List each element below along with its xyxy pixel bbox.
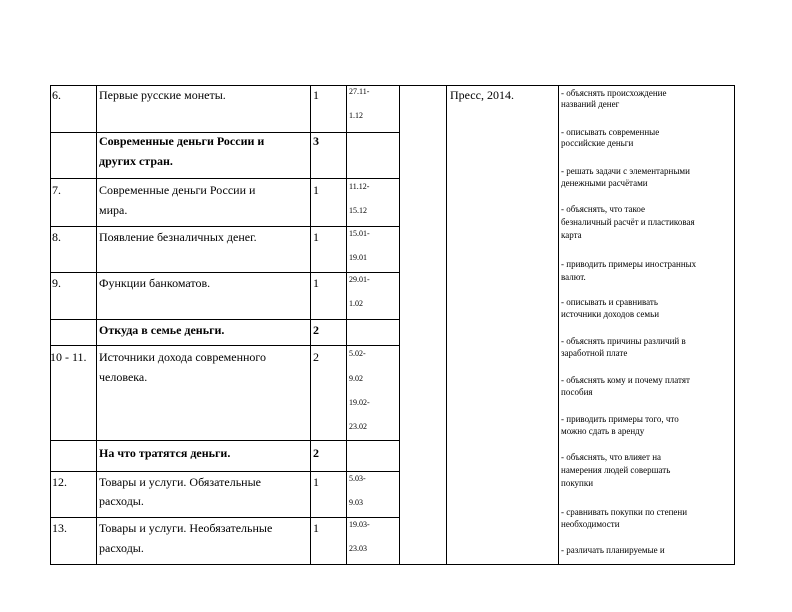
section-hours: 2 xyxy=(313,323,319,337)
row-date: 1.12 xyxy=(349,111,363,120)
row-separator xyxy=(50,440,400,441)
result-item: российские деньги xyxy=(561,138,634,148)
result-item: - объяснять причины различий в xyxy=(561,336,686,346)
row-number: 12. xyxy=(52,475,67,489)
row-number: 10 - 11. xyxy=(50,350,87,364)
col-border-left xyxy=(50,85,51,565)
row-topic: Товары и услуги. Необязательные xyxy=(99,521,273,535)
row-separator xyxy=(50,471,400,472)
result-item: денежными расчётами xyxy=(561,178,648,188)
section-topic: Откуда в семье деньги. xyxy=(99,323,225,337)
result-item: покупки xyxy=(561,478,594,488)
col-border-source xyxy=(558,85,559,565)
section-hours: 3 xyxy=(313,134,319,148)
row-topic: расходы. xyxy=(99,541,144,555)
col-border-hours xyxy=(346,85,347,565)
row-separator xyxy=(50,319,400,320)
result-item: - различать планируемые и xyxy=(561,545,665,555)
row-date: 23.03 xyxy=(349,544,367,553)
row-date: 9.03 xyxy=(349,498,363,507)
section-topic: На что тратятся деньги. xyxy=(99,446,231,460)
row-hours: 1 xyxy=(313,230,319,244)
row-hours: 1 xyxy=(313,183,319,197)
col-border-number xyxy=(96,85,97,565)
row-separator xyxy=(50,272,400,273)
result-item: - объяснять происхождение xyxy=(561,88,667,98)
result-item: - объяснять, что влияет на xyxy=(561,452,662,462)
row-number: 9. xyxy=(52,276,61,290)
row-topic: Источники дохода современного xyxy=(99,350,267,364)
result-item: - объяснять, что такое xyxy=(561,204,646,214)
col-border-blank xyxy=(446,85,447,565)
result-item: намерения людей совершать xyxy=(561,465,671,475)
result-item: необходимости xyxy=(561,519,620,529)
row-separator xyxy=(50,345,400,346)
section-topic: других стран. xyxy=(99,154,173,168)
table-top-border xyxy=(50,85,735,86)
row-separator xyxy=(50,226,400,227)
row-date: 5.02- xyxy=(349,349,366,358)
row-date: 19.03- xyxy=(349,520,370,529)
row-date: 19.01 xyxy=(349,253,367,262)
row-date: 15.12 xyxy=(349,206,367,215)
row-topic: Товары и услуги. Обязательные xyxy=(99,475,261,489)
row-number: 13. xyxy=(52,521,67,535)
row-date: 27.11- xyxy=(349,87,370,96)
result-item: валют. xyxy=(561,272,586,282)
row-hours: 1 xyxy=(313,276,319,290)
result-item: - приводить примеры того, что xyxy=(561,414,679,424)
result-item: безналичный расчёт и пластиковая xyxy=(561,217,695,227)
row-topic: Функции банкоматов. xyxy=(99,276,211,290)
result-item: источники доходов семьи xyxy=(561,309,660,319)
result-item: - описывать и сравнивать xyxy=(561,297,658,307)
source-reference: Пресс, 2014. xyxy=(450,88,514,102)
section-topic: Современные деньги России и xyxy=(99,134,265,148)
row-date: 9.02 xyxy=(349,374,363,383)
row-date: 19.02- xyxy=(349,398,370,407)
row-hours: 2 xyxy=(313,350,319,364)
row-topic: человека. xyxy=(99,370,148,384)
row-topic: расходы. xyxy=(99,494,144,508)
row-number: 6. xyxy=(52,88,61,102)
result-item: можно сдать в аренду xyxy=(561,426,645,436)
row-separator xyxy=(50,178,400,179)
row-topic: Первые русские монеты. xyxy=(99,88,226,102)
row-date: 23.02 xyxy=(349,422,367,431)
row-hours: 1 xyxy=(313,521,319,535)
result-item: названий денег xyxy=(561,99,620,109)
row-separator xyxy=(50,132,400,133)
result-item: - описывать современные xyxy=(561,127,660,137)
table-bottom-border xyxy=(50,564,735,565)
row-number: 8. xyxy=(52,230,61,244)
row-date: 15.01- xyxy=(349,229,370,238)
section-hours: 2 xyxy=(313,446,319,460)
row-date: 5.03- xyxy=(349,474,366,483)
row-hours: 1 xyxy=(313,475,319,489)
row-topic: Появление безналичных денег. xyxy=(99,230,257,244)
row-topic: мира. xyxy=(99,203,128,217)
result-item: заработной плате xyxy=(561,348,628,358)
row-separator xyxy=(50,517,400,518)
result-item: пособия xyxy=(561,387,593,397)
row-topic: Современные деньги России и xyxy=(99,183,256,197)
result-item: - решать задачи с элементарными xyxy=(561,166,690,176)
result-item: карта xyxy=(561,230,582,240)
row-number: 7. xyxy=(52,183,61,197)
col-border-topic xyxy=(310,85,311,565)
col-border-right xyxy=(734,85,735,565)
col-border-dates xyxy=(399,85,400,565)
result-item: - приводить примеры иностранных xyxy=(561,259,697,269)
result-item: - сравнивать покупки по степени xyxy=(561,507,688,517)
row-date: 1.02 xyxy=(349,299,363,308)
row-date: 29.01- xyxy=(349,275,370,284)
row-date: 11.12- xyxy=(349,182,370,191)
result-item: - объяснять кому и почему платят xyxy=(561,375,690,385)
row-hours: 1 xyxy=(313,88,319,102)
